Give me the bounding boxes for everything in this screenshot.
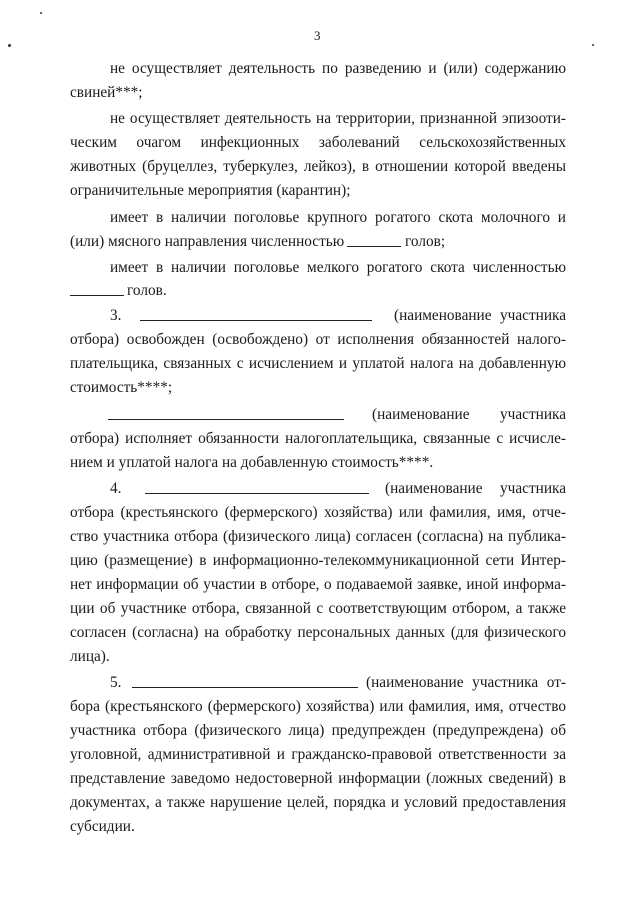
text-line: представление заведомо недостоверной информации (ложных сведений) в — [70, 770, 566, 787]
paragraph-number: 5. — [110, 674, 122, 691]
text-line: ство участника отбора (физического лица) согласен (согласна) на публика- — [70, 528, 566, 545]
text-line: лица). — [70, 648, 110, 665]
text-line: нет информации об участии в отборе, о подаваемой заявке, иной информа- — [70, 576, 566, 593]
scan-speck — [8, 44, 11, 47]
text-line: (наименование участника от- — [366, 674, 566, 691]
text-line: имеет в наличии поголовье мелкого рогатого скота численностью — [110, 259, 566, 276]
text-line: голов. — [127, 282, 167, 299]
text-line: (наименование участника — [385, 480, 566, 497]
blank-field — [140, 306, 372, 321]
text-line: цию (размещение) в информационно-телекоммуникационной сети Интер- — [70, 552, 566, 569]
text-line: отбора) исполняет обязанности налогоплательщика, связанные с исчисле- — [70, 430, 566, 447]
text-line: ограничительные мероприятия (карантин); — [70, 182, 351, 199]
text-line: участника отбора (физического лица) предупрежден (предупреждена) об — [70, 722, 566, 739]
scan-speck — [592, 44, 594, 46]
text-line: отбора (крестьянского (фермерского) хозяйства) или фамилия, имя, отче- — [70, 504, 566, 521]
paragraph-number: 4. — [110, 480, 122, 497]
text-line: (или) мясного направления численностью — [70, 233, 345, 250]
scan-speck — [40, 12, 42, 14]
text-line: голов; — [405, 233, 446, 250]
text-line: нием и уплатой налога на добавленную стоимость****. — [70, 454, 434, 471]
blank-field — [347, 232, 401, 247]
text-line: отбора) освобожден (освобождено) от исполнения обязанностей налого- — [70, 331, 566, 348]
text-line: ции об участнике отбора, связанной с соответствующим отбором, а также — [70, 600, 566, 617]
text-line: свиней***; — [70, 84, 143, 101]
text-line: животных (бруцеллез, туберкулез, лейкоз), в отношении которой введены — [70, 158, 566, 175]
text-line: документах, а также нарушение целей, порядка и условий предоставления — [70, 794, 566, 811]
text-line: согласен (согласна) на обработку персональных данных (для физического — [70, 624, 566, 641]
text-line: плательщика, связанных с исчислением и уплатой налога на добавленную — [70, 355, 566, 372]
text-line: стоимость****; — [70, 379, 173, 396]
blank-field — [132, 673, 358, 688]
text-line: (наименование участника — [394, 307, 566, 324]
text-line: имеет в наличии поголовье крупного рогатого скота молочного и — [110, 209, 566, 226]
page-number: 3 — [314, 28, 321, 43]
text-line: ческим очагом инфекционных заболеваний сельскохозяйственных — [70, 134, 566, 151]
text-line: не осуществляет деятельность по разведению и (или) содержанию — [110, 60, 566, 77]
text-line: (наименование участника — [372, 406, 566, 423]
text-line: не осуществляет деятельность на территории, признанной эпизооти- — [110, 110, 566, 127]
text-line: уголовной, административной и гражданско-правовой ответственности за — [70, 746, 566, 763]
paragraph-number: 3. — [110, 307, 122, 324]
blank-field — [145, 479, 369, 494]
text-line: бора (крестьянского (фермерского) хозяйства) или фамилия, имя, отчество — [70, 698, 566, 715]
text-line: субсидии. — [70, 818, 135, 835]
blank-field — [108, 405, 344, 420]
blank-field — [70, 281, 124, 296]
